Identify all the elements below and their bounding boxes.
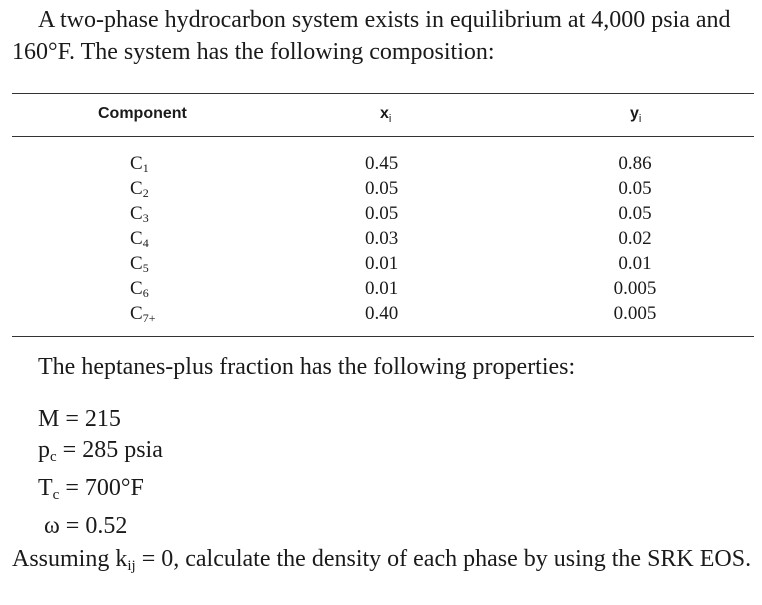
component-sub: 2	[142, 186, 149, 200]
property-name: T	[38, 475, 53, 501]
property-acentric-factor	[38, 511, 163, 542]
component-cell	[130, 303, 170, 326]
component-base: C	[130, 228, 143, 249]
header-xi-sub: i	[388, 113, 392, 126]
table-row	[12, 203, 754, 228]
header-component: Component	[98, 105, 187, 122]
component-sub: 7+	[142, 311, 156, 325]
component-sub: 3	[142, 211, 149, 225]
question-post: = 0, calculate the density of each phase by using the SRK EOS.	[135, 546, 752, 572]
property-name: M	[38, 406, 60, 432]
xi-cell: 0.05	[365, 178, 399, 199]
component-cell	[130, 278, 170, 301]
table-bottom-rule	[12, 336, 754, 337]
question-text	[12, 544, 754, 582]
table-row	[12, 253, 754, 278]
yi-cell: 0.05	[618, 178, 652, 199]
question-sub: ij	[127, 558, 136, 574]
question-pre: Assuming k	[12, 546, 128, 572]
problem-statement: A two-phase hydrocarbon system exists in equilibrium at 4,000 psia and 160°F. The system has the following composition:	[12, 7, 731, 65]
header-yi-base: y	[630, 105, 639, 122]
xi-cell: 0.45	[365, 153, 399, 174]
property-name: p	[38, 437, 50, 463]
component-cell	[130, 153, 170, 176]
header-xi	[380, 105, 391, 125]
xi-cell: 0.05	[365, 203, 399, 224]
yi-cell: 0.01	[618, 253, 652, 274]
property-value: = 0.52	[59, 513, 128, 539]
component-base: C	[130, 178, 143, 199]
component-sub: 6	[142, 286, 149, 300]
header-xi-base: x	[380, 105, 389, 122]
yi-cell: 0.005	[613, 303, 657, 324]
component-base: C	[130, 253, 143, 274]
component-cell	[130, 228, 170, 251]
composition-table	[12, 93, 754, 337]
xi-cell: 0.01	[365, 278, 399, 299]
property-value: = 215	[59, 406, 121, 432]
component-sub: 4	[142, 236, 149, 250]
table-body	[12, 137, 754, 336]
xi-cell: 0.40	[365, 303, 399, 324]
component-cell	[130, 253, 170, 276]
table-row	[12, 303, 754, 328]
yi-cell: 0.86	[618, 153, 652, 174]
yi-cell: 0.05	[618, 203, 652, 224]
component-base: C	[130, 303, 143, 324]
yi-cell: 0.005	[613, 278, 657, 299]
component-cell	[130, 178, 170, 201]
component-cell	[130, 203, 170, 226]
property-value: = 285 psia	[56, 437, 163, 463]
property-name: ω	[44, 513, 60, 539]
properties-list	[38, 404, 163, 542]
component-sub: 1	[142, 161, 149, 175]
header-yi	[630, 105, 641, 125]
property-sub: c	[52, 487, 60, 503]
component-base: C	[130, 203, 143, 224]
properties-intro: The heptanes-plus fraction has the following properties:	[38, 354, 576, 380]
property-sub: c	[50, 449, 57, 465]
component-base: C	[130, 153, 143, 174]
yi-cell: 0.02	[618, 228, 652, 249]
xi-cell: 0.01	[365, 253, 399, 274]
property-molecular-weight	[38, 404, 163, 435]
table-header	[12, 94, 754, 136]
component-sub: 5	[142, 261, 149, 275]
xi-cell: 0.03	[365, 228, 399, 249]
table-row	[12, 178, 754, 203]
header-yi-sub: i	[638, 113, 642, 126]
component-base: C	[130, 278, 143, 299]
table-row	[12, 228, 754, 253]
property-critical-temperature	[38, 473, 163, 511]
table-row	[12, 153, 754, 178]
property-value: = 700°F	[59, 475, 144, 501]
property-critical-pressure	[38, 435, 163, 473]
table-row	[12, 278, 754, 303]
